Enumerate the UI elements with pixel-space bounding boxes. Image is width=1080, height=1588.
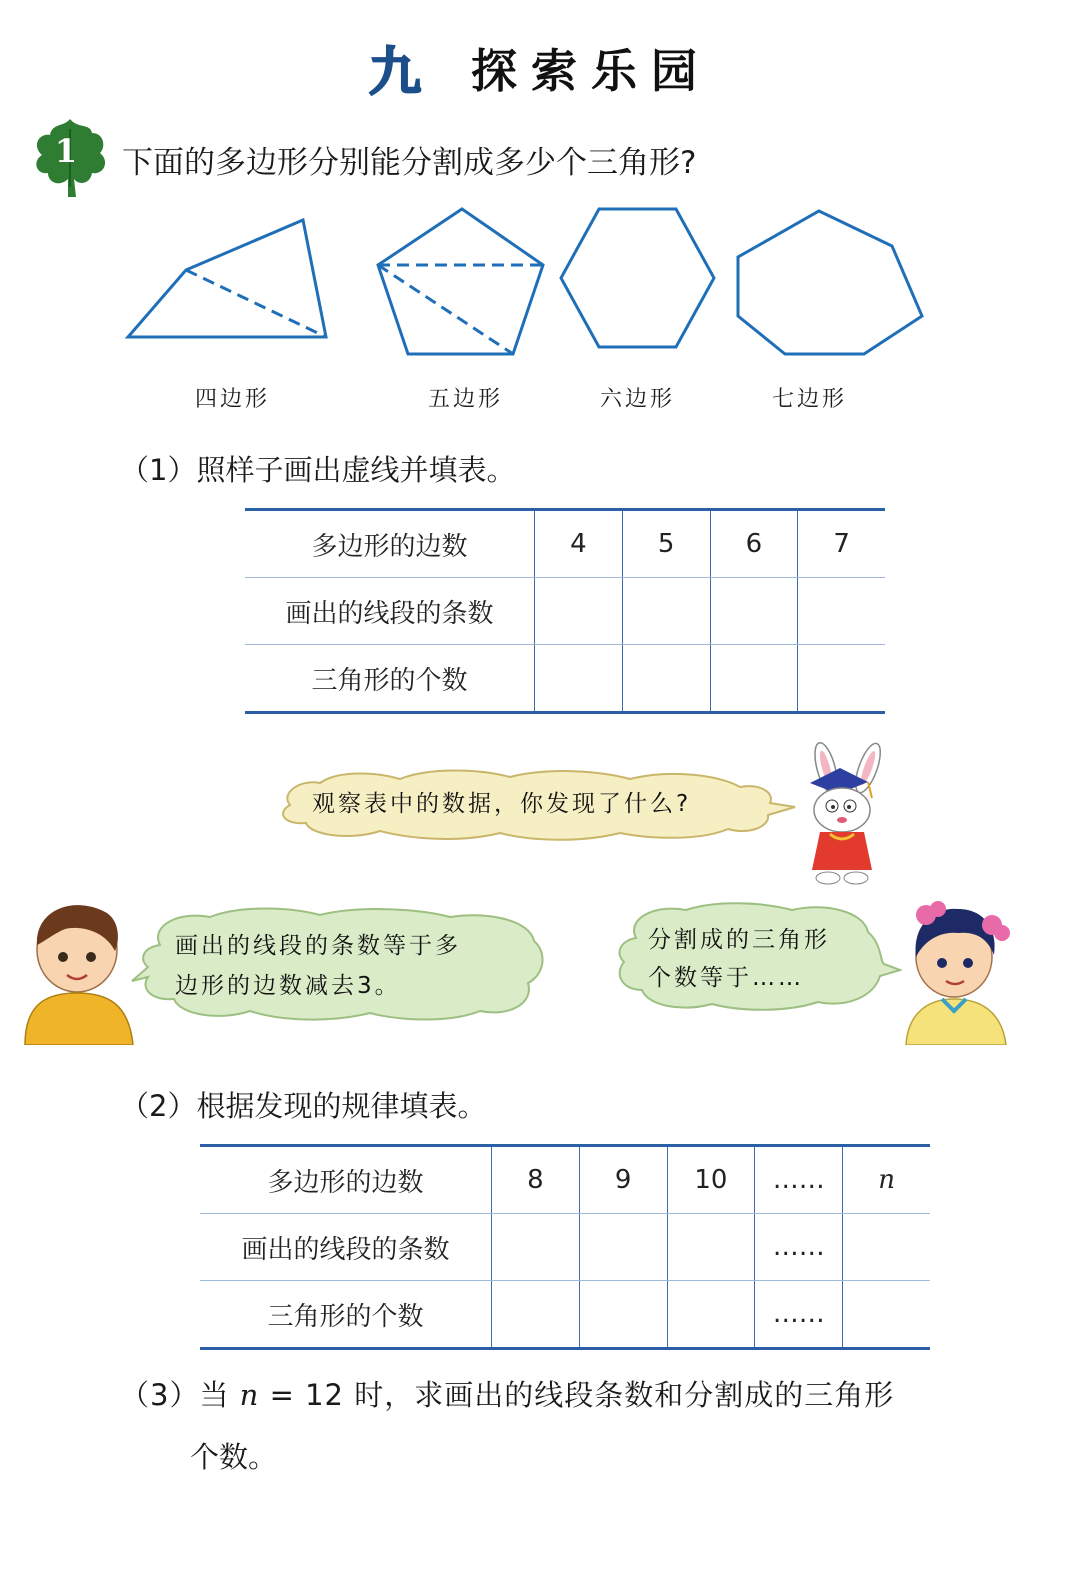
part3-line-2: 个数。 [190,1440,278,1474]
ellipsis-cell: …… [755,1281,843,1349]
girl-bubble-line-1: 分割成的三角形 [648,927,830,953]
problem-question: 下面的多边形分别能分割成多少个三角形? [122,145,697,181]
ellipsis-cell: …… [755,1214,843,1281]
row-header: 多边形的边数 [245,510,535,578]
table-cell: 8 [492,1146,580,1214]
table-cell: 10 [667,1146,755,1214]
pentagon-diagonal-2 [378,265,513,354]
polygon-label: 六边形 [600,387,676,412]
answer-cell[interactable] [710,578,798,645]
answer-cell[interactable] [798,578,885,645]
chapter-number: 九 [368,43,421,103]
answer-cell[interactable] [622,578,710,645]
table-row [245,645,885,713]
part1-prompt: （1）照样子画出虚线并填表。 [120,453,516,487]
answer-cell[interactable] [579,1281,667,1349]
part3-prefix: （3）当 [120,1378,230,1412]
answer-cell[interactable] [798,645,885,713]
boy-bubble-line-1: 画出的线段的条数等于多 [175,933,461,959]
quadrilateral-shape [128,220,326,337]
chapter-title: 探索乐园 [471,43,711,98]
table-cell: 7 [798,510,885,578]
boy-character-icon [15,895,145,1045]
hexagon-shape [561,209,714,347]
heptagon-shape [738,211,922,354]
table-row [245,510,885,578]
answer-cell[interactable] [535,578,623,645]
part1-table [245,508,885,714]
answer-cell[interactable] [843,1281,930,1349]
answer-cell[interactable] [492,1281,580,1349]
table-cell: …… [755,1146,843,1214]
table-cell: n [843,1146,930,1214]
row-header: 三角形的个数 [245,645,535,713]
answer-cell[interactable] [667,1281,755,1349]
row-header: 多边形的边数 [200,1146,492,1214]
answer-cell[interactable] [710,645,798,713]
part3-prompt [120,1373,894,1414]
girl-bubble-line-2: 个数等于…… [648,965,804,991]
rabbit-bubble-text: 观察表中的数据，你发现了什么? [312,791,692,817]
row-header: 三角形的个数 [200,1281,492,1349]
chapter-header [0,30,1080,105]
rabbit-character-icon [790,738,900,888]
answer-cell[interactable] [579,1214,667,1281]
polygon-label: 五边形 [428,387,504,412]
table-cell: 5 [622,510,710,578]
part2-prompt: （2）根据发现的规律填表。 [120,1089,487,1123]
row-header: 画出的线段的条数 [245,578,535,645]
table-row [200,1281,930,1349]
answer-cell[interactable] [843,1214,930,1281]
polygon-label: 四边形 [195,387,271,412]
table-cell: 9 [579,1146,667,1214]
table-cell: 6 [710,510,798,578]
answer-cell[interactable] [492,1214,580,1281]
answer-cell[interactable] [622,645,710,713]
row-header: 画出的线段的条数 [200,1214,492,1281]
table-row [245,578,885,645]
table-cell: 4 [535,510,623,578]
part3-rest: = 12 时，求画出的线段条数和分割成的三角形 [269,1378,895,1412]
answer-cell[interactable] [667,1214,755,1281]
table-row [200,1214,930,1281]
boy-bubble-line-2: 边形的边数减去3。 [175,973,401,999]
polygon-figures [110,200,950,370]
part3-variable: n [239,1378,260,1412]
table-row [200,1146,930,1214]
quadrilateral-diagonal [186,270,326,337]
part2-table [200,1144,930,1350]
girl-character-icon [898,895,1018,1045]
answer-cell[interactable] [535,645,623,713]
polygon-label: 七边形 [772,387,848,412]
problem-number: 1 [54,132,78,170]
